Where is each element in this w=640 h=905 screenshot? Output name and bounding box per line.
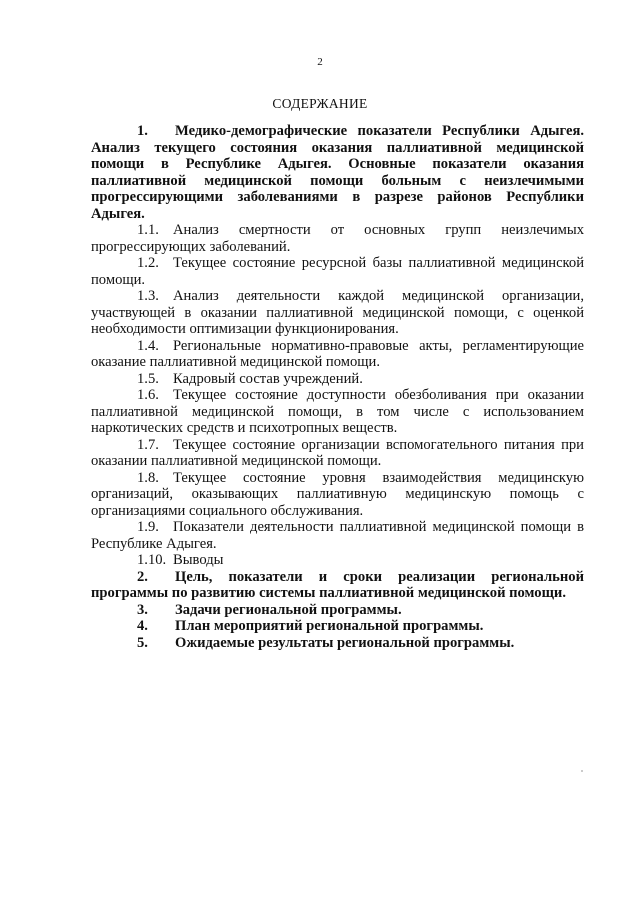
- toc-entry-number: 1.9.: [137, 519, 159, 535]
- toc-entry-1-5: [91, 371, 584, 388]
- toc-entry-number: 1.4.: [137, 337, 159, 354]
- toc-entry-5: [91, 635, 584, 652]
- toc-entry-number: 2.: [137, 568, 148, 585]
- toc-entry-text: Ожидаемые результаты региональной программы.: [175, 634, 515, 651]
- toc-entry-text: Текущее состояние доступности обезболивания при оказании паллиативной медицинской помощи, в том числе с использованием наркотических средств и психотропных веществ.: [91, 387, 584, 436]
- toc-entry-text: План мероприятий региональной программы.: [175, 618, 484, 634]
- toc-entry-text: Медико-демографические показатели Республики Адыгея. Анализ текущего состояния оказания паллиативной медицинской помощи в Республике Адыгея. Основные показатели оказания паллиативной медицинской помощи больным с неизлечимыми прогрессирующими заболеваниями в разрезе районов Республики Адыгея.: [91, 123, 584, 222]
- toc-entry-1-3: [91, 288, 584, 338]
- toc-entry-number: 1.8.: [137, 469, 159, 486]
- toc-entry-text: Цель, показатели и сроки реализации региональной программы по развитию системы паллиативной медицинской помощи.: [91, 568, 584, 601]
- toc-entry-1-4: [91, 338, 584, 371]
- toc-entry-1-6: [91, 387, 584, 437]
- toc-entry-4: [91, 618, 584, 635]
- toc-entry-number: 3.: [137, 601, 148, 618]
- toc-entry-number: 5.: [137, 634, 148, 651]
- toc-entry-text: Показатели деятельности паллиативной медицинской помощи в Республике Адыгея.: [91, 519, 584, 552]
- toc-entry-text: Текущее состояние уровня взаимодействия медицинскую организаций, оказывающих паллиативную медицинскую помощь с организациями социального обслуживания.: [91, 469, 584, 519]
- toc-entry-text: Задачи региональной программы.: [175, 601, 402, 618]
- toc-entry-number: 4.: [137, 618, 148, 634]
- toc-entry-text: Текущее состояние организации вспомогательного питания при оказании паллиативной медицинской помощи.: [91, 436, 584, 469]
- toc-entry-number: 1.5.: [137, 370, 159, 387]
- table-of-contents: [91, 123, 584, 651]
- toc-title: СОДЕРЖАНИЕ: [272, 96, 368, 111]
- toc-entry-text: Кадровый состав учреждений.: [173, 370, 363, 387]
- scan-speck: [581, 770, 583, 772]
- toc-entry-1-7: [91, 437, 584, 470]
- toc-entry-text: Региональные нормативно-правовые акты, регламентирующие оказание паллиативной медицинской помощи.: [91, 337, 584, 370]
- toc-entry-1-2: [91, 255, 584, 288]
- toc-entry-3: [91, 602, 584, 619]
- page-number: 2: [317, 56, 323, 68]
- toc-entry-number: 1.7.: [137, 436, 159, 453]
- toc-entry-text: Выводы: [173, 552, 224, 568]
- toc-entry-text: Анализ смертности от основных групп неизлечимых прогрессирующих заболеваний.: [91, 222, 584, 255]
- toc-entry-number: 1.2.: [137, 255, 159, 271]
- toc-entry-number: 1.10.: [137, 552, 167, 568]
- toc-entry-text: Текущее состояние ресурсной базы паллиативной медицинской помощи.: [91, 255, 584, 288]
- toc-entry-1-9: [91, 519, 584, 552]
- toc-entry-1-1: [91, 222, 584, 255]
- toc-entry-2: [91, 569, 584, 602]
- toc-entry-number: 1.1.: [137, 222, 159, 238]
- toc-entry-1-8: [91, 470, 584, 520]
- toc-entry-number: 1.3.: [137, 288, 159, 304]
- toc-entry-number: 1.: [137, 123, 148, 139]
- toc-entry-1-10: [91, 552, 584, 569]
- toc-entry-text: Анализ деятельности каждой медицинской организации, участвующей в оказании паллиативной медицинской помощи, с оценкой необходимости оптимизации функционирования.: [91, 288, 584, 337]
- toc-entry-1: [91, 123, 584, 222]
- toc-entry-number: 1.6.: [137, 387, 159, 403]
